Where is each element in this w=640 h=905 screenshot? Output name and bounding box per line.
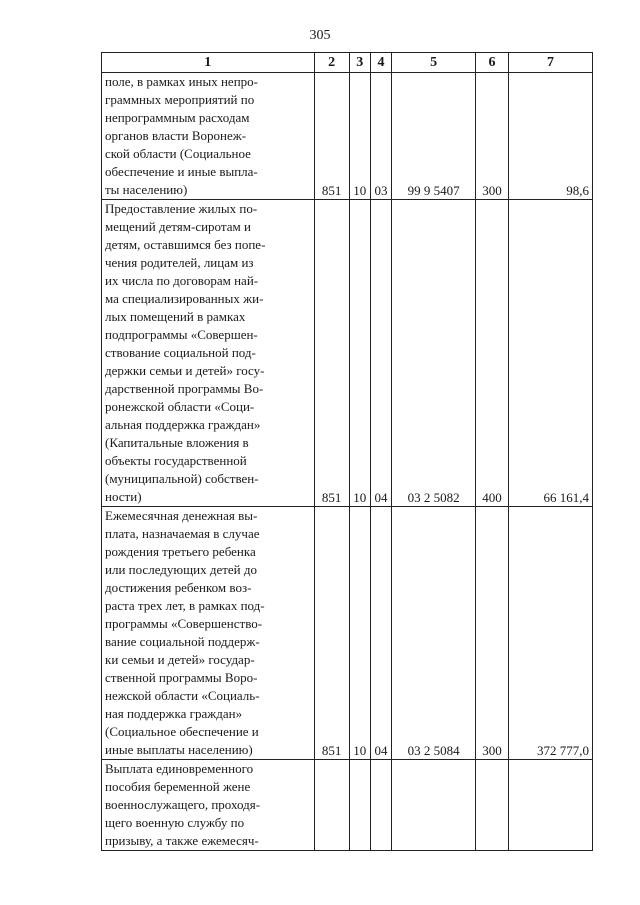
table-row xyxy=(102,507,593,760)
row-subsection: 04 xyxy=(370,507,391,760)
row-amount xyxy=(509,760,593,851)
row-subsection: 03 xyxy=(370,73,391,200)
row-target-item xyxy=(392,760,476,851)
header-col-7: 7 xyxy=(509,53,593,73)
header-col-6: 6 xyxy=(476,53,509,73)
row-ministry-code xyxy=(314,760,349,851)
row-expense-type xyxy=(476,760,509,851)
budget-table xyxy=(101,52,593,851)
header-row xyxy=(102,53,593,73)
table-row xyxy=(102,760,593,851)
row-target-item: 99 9 5407 xyxy=(392,73,476,200)
row-ministry-code: 851 xyxy=(314,507,349,760)
row-section: 10 xyxy=(349,73,370,200)
row-amount: 66 161,4 xyxy=(509,200,593,507)
header-col-4: 4 xyxy=(370,53,391,73)
row-section: 10 xyxy=(349,200,370,507)
row-ministry-code: 851 xyxy=(314,200,349,507)
row-description: Ежемесячная денежная вы- плата, назначаемая в случае рождения третьего ребенка или последующих детей до достижения ребенком воз- раста трех лет, в рамках под- программы «Совершенство- вание социальной поддерж- ки семьи и детей» государ- ственной программы Воро- нежской области «Социаль- ная поддержка граждан» (Социальное обеспечение и иные выплаты населению) xyxy=(102,507,315,760)
row-description: поле, в рамках иных непро- граммных мероприятий по непрограммным расходам органов власти Воронеж- ской области (Социальное обеспечение и иные выпла- ты населению) xyxy=(102,73,315,200)
row-ministry-code: 851 xyxy=(314,73,349,200)
row-target-item: 03 2 5082 xyxy=(392,200,476,507)
row-description: Выплата единовременного пособия беременной жене военнослужащего, проходя- щего военную службу по призыву, а также ежемесяч- xyxy=(102,760,315,851)
row-expense-type: 300 xyxy=(476,507,509,760)
table-row xyxy=(102,200,593,507)
row-target-item: 03 2 5084 xyxy=(392,507,476,760)
page-number: 305 xyxy=(309,28,331,43)
row-amount: 98,6 xyxy=(509,73,593,200)
row-amount: 372 777,0 xyxy=(509,507,593,760)
header-col-5: 5 xyxy=(392,53,476,73)
row-expense-type: 400 xyxy=(476,200,509,507)
header-col-2: 2 xyxy=(314,53,349,73)
row-description: Предоставление жилых по- мещений детям-сиротам и детям, оставшимся без попе- чения родителей, лицам из их числа по договорам най- ма специализированных жи- лых помещений в рамках подпрограммы «Совершен- ствование социальной под- держки семьи и детей» госу- дарственной программы Во- ронежской области «Соци- альная поддержка граждан» (Капитальные вложения в объекты государственной (муниципальной) собствен- ности) xyxy=(102,200,315,507)
row-section xyxy=(349,760,370,851)
table-row xyxy=(102,73,593,200)
row-subsection: 04 xyxy=(370,200,391,507)
row-section: 10 xyxy=(349,507,370,760)
row-subsection xyxy=(370,760,391,851)
header-col-1: 1 xyxy=(102,53,315,73)
row-expense-type: 300 xyxy=(476,73,509,200)
header-col-3: 3 xyxy=(349,53,370,73)
